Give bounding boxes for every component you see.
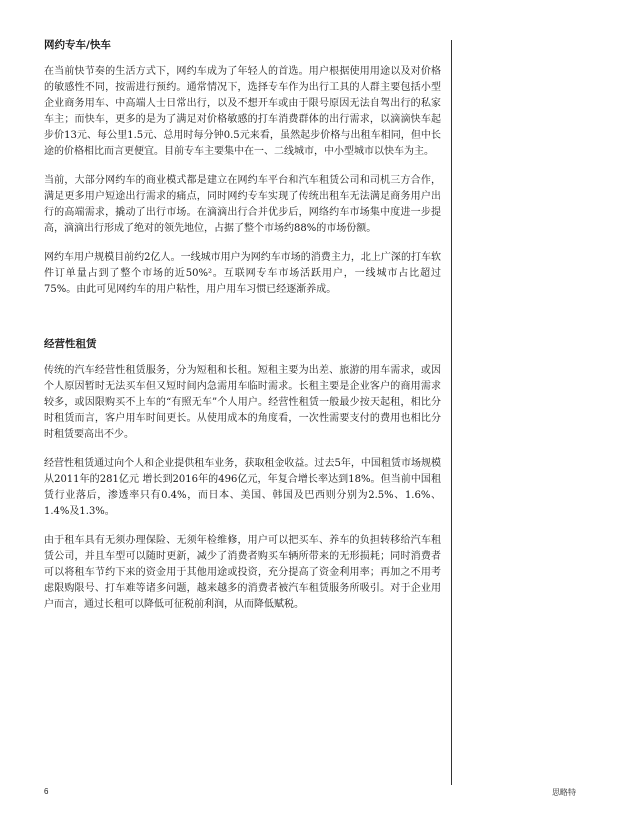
paragraph: 由于租车具有无须办理保险、无须年检维修，用户可以把买车、养车的负担转移给汽车租赁公司，并且车型可以随时更新，减少了消费者购买车辆所带来的无形损耗；同时消费者可以将租车节约下来的资金用于其他用途或投资，充分提高了资金利用率；再加之不用考虑限购限号、打车难等诸多问题，越来越多的消费者被汽车租赁服务所吸引。对于企业用户而言，通过长租可以降低可征税前利润，从而降低赋税。 <box>44 535 441 610</box>
main-column <box>44 38 441 626</box>
section-spacer <box>44 311 441 337</box>
column-divider <box>451 40 452 785</box>
paragraph: 当前，大部分网约车的商业模式都是建立在网约车平台和汽车租赁公司和司机三方合作，满足更多用户短途出行需求的痛点，同时网约专车实现了传统出租车无法满足商务用户出行的高端需求，撬动了出行市场。在滴滴出行合并优步后，网络约车市场集中度进一步提高，滴滴出行形成了绝对的领先地位，占据了整个市场约88%的市场份额。 <box>44 175 441 234</box>
paragraph: 网约车用户规模目前约2亿人。一线城市用户为网约车市场的消费主力，北上广深的打车软件订单量占到了整个市场的近50%²。互联网专车市场活跃用户，一线城市占比超过75%。由此可见网约车的用户粘性，用户用车习惯已经逐渐养成。 <box>44 252 441 295</box>
page-number: 6 <box>44 787 49 796</box>
paragraph: 在当前快节奏的生活方式下，网约车成为了年轻人的首选。用户根据使用用途以及对价格的敏感性不同，按需进行预约。通常情况下，选择专车作为出行工具的人群主要包括小型企业商务用车、中高端人士日常出行，以及不想开车或由于限号原因无法自驾出行的私家车主；而快车，更多的是为了满足对价格敏感的打车消费群体的出行需求，以滴滴快车起步价13元、每公里1.5元、总用时每分钟0.5元来看，虽然起步价格与出租车相同，但中长途的价格相比而言更便宜。目前专车主要集中在一、二线城市，中小型城市以快车为主。 <box>44 66 441 157</box>
paragraph: 经营性租赁通过向个人和企业提供租车业务，获取租金收益。过去5年，中国租赁市场规模从2011年的281亿元 增长到2016年的496亿元，年复合增长率达到18%。但当前中国租赁行业落后，渗透率只有0.4%，而日本、美国、韩国及巴西则分别为2.5%、1.6%、1.4%及1.3%。 <box>44 458 441 517</box>
section-title-operating-lease: 经营性租赁 <box>44 338 97 350</box>
paragraph: 传统的汽车经营性租赁服务，分为短租和长租。短租主要为出差、旅游的用车需求，或因个人原因暂时无法买车但又短时间内急需用车临时需求。长租主要是企业客户的商用需求较多，或因限购买不上车的“有照无车”个人用户。经营性租赁一般最少按天起租，相比分时租赁而言，客户用车时间更长。从使用成本的角度看，一次性需要支付的费用也相比分时租赁要高出不少。 <box>44 365 441 440</box>
brand-name: 思略特 <box>552 788 576 797</box>
section-title-ride-hailing: 网约专车/快车 <box>44 39 111 51</box>
